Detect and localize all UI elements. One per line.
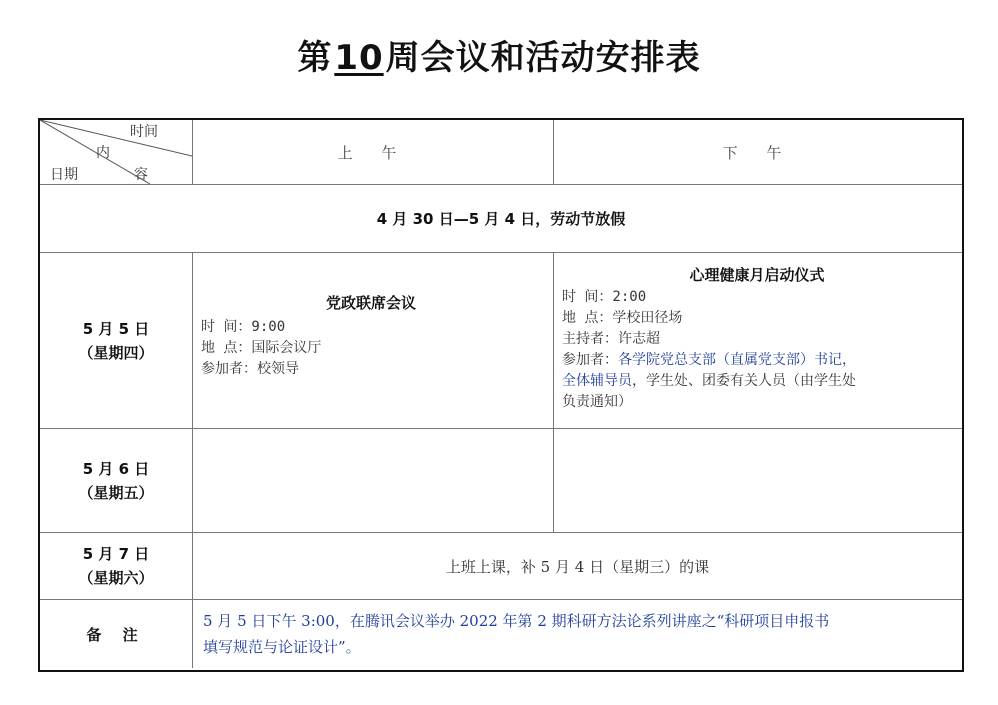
event-attendees: 参加者：校领导 bbox=[201, 361, 299, 377]
diag-content-label-1: 内 bbox=[96, 145, 110, 161]
remarks-label: 备 注 bbox=[86, 625, 146, 644]
date-label: 5 月 5 日 bbox=[82, 319, 150, 338]
date-label: 5 月 7 日 bbox=[82, 545, 150, 563]
remarks-text: 5 月 5 日下午 3:00，在腾讯会议举办 2022 年第 2 期科研方法论系列讲座之“科研项目申报书 填写规范与论证设计”。 bbox=[203, 612, 830, 656]
holiday-notice: 4 月 30 日—5 月 4 日，劳动节放假 bbox=[376, 210, 626, 228]
header-afternoon: 下 午 bbox=[722, 143, 794, 162]
schedule-table bbox=[38, 118, 964, 672]
diag-content-label-2: 容 bbox=[134, 167, 148, 183]
diag-date-label: 日期 bbox=[50, 167, 78, 183]
date-cell-may-6 bbox=[40, 429, 192, 532]
weekday-label: （星期五） bbox=[78, 483, 154, 502]
weekday-label: （星期四） bbox=[78, 343, 154, 362]
event-time: 时 间：2:00 bbox=[562, 289, 647, 305]
event-time: 时 间：9:00 bbox=[201, 319, 286, 335]
event-host: 主持者：许志超 bbox=[562, 331, 660, 347]
afternoon-event-may-5: 心理健康月启动仪式 时 间：2:00 地 点：学校田径场 主持者：许志超 参加者：各学院党总支部（直属党支部）书记， 全体辅导员，学生处、团委有关人员（由学生处 负责通知） bbox=[562, 264, 958, 413]
page-title: 第10周会议和活动安排表 bbox=[297, 38, 701, 78]
header-morning: 上 午 bbox=[337, 143, 409, 162]
event-title: 党政联席会议 bbox=[325, 294, 416, 312]
may-7-note: 上班上课，补 5 月 4 日（星期三）的课 bbox=[445, 557, 710, 576]
weekday-label: （星期六） bbox=[78, 569, 154, 587]
diag-time-label: 时间 bbox=[130, 124, 158, 140]
date-label: 5 月 6 日 bbox=[82, 459, 150, 478]
event-attendees: 参加者：各学院党总支部（直属党支部）书记， bbox=[562, 352, 856, 368]
event-place: 地 点：国际会议厅 bbox=[201, 340, 322, 356]
event-place: 地 点：学校田径场 bbox=[562, 310, 683, 326]
date-cell-may-5 bbox=[40, 253, 192, 428]
morning-event-may-5 bbox=[201, 292, 551, 380]
week-number: 10 bbox=[334, 38, 384, 78]
event-title: 心理健康月启动仪式 bbox=[689, 266, 825, 284]
date-cell-may-7 bbox=[40, 533, 192, 599]
